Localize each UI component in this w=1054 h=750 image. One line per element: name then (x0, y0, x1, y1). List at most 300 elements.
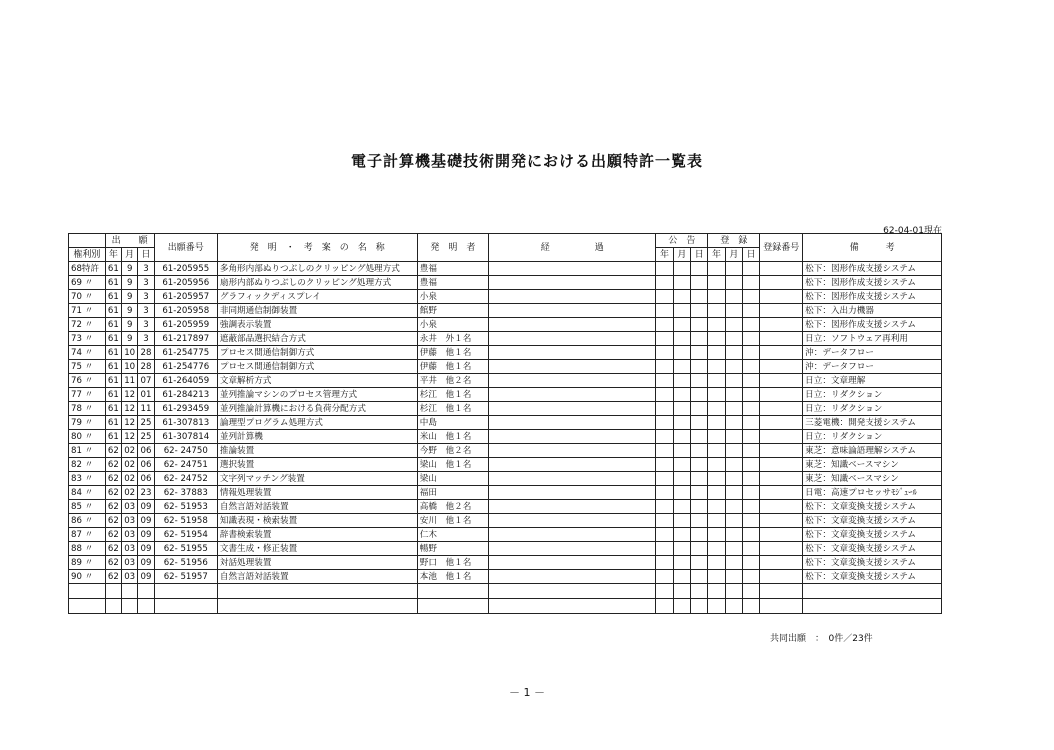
cell-invention-name: 並列推論マシンのプロセス管理方式 (217, 388, 417, 402)
cell-invention-name: 強調表示装置 (217, 318, 417, 332)
cell-date-blank (708, 304, 725, 318)
cell-date-blank (691, 346, 708, 360)
cell-date-blank (656, 276, 673, 290)
header-month: 月 (122, 248, 138, 262)
cell-registration-number (760, 444, 803, 458)
cell-inventor: 平井 他２名 (417, 374, 488, 388)
cell-day: 09 (138, 514, 154, 528)
cell-month: 12 (122, 402, 138, 416)
cell-date-blank (691, 458, 708, 472)
cell-date-blank (743, 570, 760, 584)
cell-inventor: 伊藤 他１名 (417, 360, 488, 374)
header-remarks: 備 考 (803, 234, 942, 262)
cell-day: 25 (138, 416, 154, 430)
cell-date-blank (673, 472, 690, 486)
table-row (69, 402, 942, 416)
cell-date-blank (708, 318, 725, 332)
cell-inventor: 豊福 (417, 262, 488, 276)
cell-date-blank (656, 430, 673, 444)
cell-progress (489, 514, 656, 528)
as-of-date: 62-04-01現在 (883, 226, 942, 236)
cell-date-blank (743, 332, 760, 346)
cell-right-type: 72 〃 (69, 318, 106, 332)
cell-date-blank (691, 430, 708, 444)
cell-date-blank (691, 318, 708, 332)
cell-month: 03 (122, 542, 138, 556)
cell-right-type: 71 〃 (69, 304, 106, 318)
blank-cell (760, 584, 803, 599)
cell-inventor: 杉江 他１名 (417, 402, 488, 416)
cell-date-blank (708, 360, 725, 374)
cell-date-blank (656, 360, 673, 374)
cell-date-blank (656, 528, 673, 542)
cell-registration-number (760, 500, 803, 514)
cell-date-blank (673, 514, 690, 528)
cell-date-blank (673, 556, 690, 570)
cell-inventor: 今野 他２名 (417, 444, 488, 458)
page-number: － 1 － (509, 686, 545, 699)
cell-day: 09 (138, 542, 154, 556)
cell-year: 61 (105, 416, 121, 430)
cell-registration-number (760, 374, 803, 388)
cell-progress (489, 472, 656, 486)
cell-date-blank (708, 430, 725, 444)
cell-month: 12 (122, 416, 138, 430)
cell-registration-number (760, 528, 803, 542)
blank-cell (122, 584, 138, 599)
cell-inventor: 米山 他１名 (417, 430, 488, 444)
cell-date-blank (708, 444, 725, 458)
cell-invention-name: 扇形内部ぬりつぶしのクリッピング処理方式 (217, 276, 417, 290)
cell-inventor: 仁木 (417, 528, 488, 542)
header-shutsugan: 出 願 (105, 234, 154, 248)
table-row (69, 458, 942, 472)
header-kenri-top (69, 234, 106, 248)
cell-date-blank (708, 262, 725, 276)
cell-date-blank (725, 430, 742, 444)
cell-progress (489, 332, 656, 346)
cell-year: 61 (105, 290, 121, 304)
header-inventor: 発 明 者 (417, 234, 488, 262)
cell-date-blank (673, 570, 690, 584)
cell-year: 62 (105, 486, 121, 500)
cell-application-number: 61-284213 (154, 388, 217, 402)
blank-cell (69, 584, 106, 599)
cell-date-blank (673, 346, 690, 360)
cell-date-blank (743, 444, 760, 458)
cell-inventor: 小泉 (417, 318, 488, 332)
cell-invention-name: 辞書検索装置 (217, 528, 417, 542)
cell-progress (489, 346, 656, 360)
cell-date-blank (708, 528, 725, 542)
table-row (69, 514, 942, 528)
cell-date-blank (725, 388, 742, 402)
cell-day: 06 (138, 472, 154, 486)
cell-year: 62 (105, 528, 121, 542)
cell-date-blank (656, 332, 673, 346)
cell-right-type: 84 〃 (69, 486, 106, 500)
cell-date-blank (656, 262, 673, 276)
blank-row (69, 584, 942, 599)
cell-date-blank (708, 332, 725, 346)
cell-month: 9 (122, 318, 138, 332)
cell-inventor: 小泉 (417, 290, 488, 304)
cell-invention-name: 論理型プログラム処理方式 (217, 416, 417, 430)
cell-day: 07 (138, 374, 154, 388)
cell-date-blank (673, 444, 690, 458)
cell-progress (489, 262, 656, 276)
cell-day: 09 (138, 528, 154, 542)
cell-day: 3 (138, 290, 154, 304)
cell-invention-name: 文章解析方式 (217, 374, 417, 388)
header-pub-month: 月 (673, 248, 690, 262)
cell-day: 3 (138, 276, 154, 290)
cell-remarks: 松下：図形作成支援システム (803, 318, 942, 332)
cell-application-number: 61-217897 (154, 332, 217, 346)
cell-month: 03 (122, 500, 138, 514)
cell-date-blank (691, 570, 708, 584)
cell-inventor: 高橋 他２名 (417, 500, 488, 514)
blank-cell (691, 584, 708, 599)
cell-inventor: 梁山 他１名 (417, 458, 488, 472)
blank-cell (760, 599, 803, 614)
cell-date-blank (656, 570, 673, 584)
cell-year: 62 (105, 458, 121, 472)
cell-progress (489, 430, 656, 444)
cell-date-blank (691, 262, 708, 276)
table-row (69, 556, 942, 570)
blank-cell (417, 599, 488, 614)
cell-year: 62 (105, 556, 121, 570)
cell-month: 12 (122, 388, 138, 402)
cell-remarks: 松下：文章変換支援システム (803, 570, 942, 584)
cell-remarks: 松下：文章変換支援システム (803, 528, 942, 542)
cell-remarks: 松下：図形作成支援システム (803, 262, 942, 276)
cell-right-type: 68特許 (69, 262, 106, 276)
cell-date-blank (673, 402, 690, 416)
cell-remarks: 日立：リダクション (803, 402, 942, 416)
cell-date-blank (708, 514, 725, 528)
header-reg-month: 月 (725, 248, 742, 262)
cell-invention-name: プロセス間通信制御方式 (217, 346, 417, 360)
cell-inventor: 伊藤 他１名 (417, 346, 488, 360)
cell-date-blank (691, 500, 708, 514)
table-body (69, 262, 942, 614)
table-row (69, 304, 942, 318)
cell-registration-number (760, 570, 803, 584)
cell-registration-number (760, 472, 803, 486)
cell-date-blank (708, 486, 725, 500)
cell-application-number: 61-205955 (154, 262, 217, 276)
blank-cell (743, 584, 760, 599)
table-row (69, 332, 942, 346)
cell-invention-name: 自然言語対話装置 (217, 570, 417, 584)
cell-remarks: 松下：文章変換支援システム (803, 542, 942, 556)
blank-cell (708, 599, 725, 614)
table-row (69, 500, 942, 514)
cell-date-blank (656, 388, 673, 402)
cell-date-blank (725, 514, 742, 528)
cell-right-type: 85 〃 (69, 500, 106, 514)
cell-date-blank (673, 486, 690, 500)
cell-day: 06 (138, 444, 154, 458)
cell-remarks: 東芝：知識ベースマシン (803, 472, 942, 486)
cell-day: 3 (138, 262, 154, 276)
cell-registration-number (760, 332, 803, 346)
table-row (69, 542, 942, 556)
blank-cell (743, 599, 760, 614)
cell-right-type: 73 〃 (69, 332, 106, 346)
header-pub-year: 年 (656, 248, 673, 262)
cell-application-number: 61-293459 (154, 402, 217, 416)
cell-date-blank (725, 500, 742, 514)
cell-year: 62 (105, 444, 121, 458)
cell-date-blank (673, 290, 690, 304)
cell-application-number: 62- 24750 (154, 444, 217, 458)
cell-month: 02 (122, 458, 138, 472)
cell-month: 03 (122, 556, 138, 570)
cell-date-blank (656, 556, 673, 570)
cell-right-type: 78 〃 (69, 402, 106, 416)
blank-cell (138, 584, 154, 599)
cell-date-blank (725, 528, 742, 542)
cell-date-blank (673, 276, 690, 290)
cell-invention-name: プロセス間通信制御方式 (217, 360, 417, 374)
cell-date-blank (673, 458, 690, 472)
cell-date-blank (691, 290, 708, 304)
cell-date-blank (656, 514, 673, 528)
blank-cell (656, 599, 673, 614)
cell-registration-number (760, 416, 803, 430)
cell-date-blank (743, 276, 760, 290)
blank-cell (725, 584, 742, 599)
cell-invention-name: 推論装置 (217, 444, 417, 458)
cell-month: 10 (122, 360, 138, 374)
cell-registration-number (760, 304, 803, 318)
cell-date-blank (673, 528, 690, 542)
cell-application-number: 62- 51953 (154, 500, 217, 514)
table-row (69, 388, 942, 402)
cell-date-blank (708, 458, 725, 472)
cell-year: 62 (105, 514, 121, 528)
cell-remarks: 日立：ソフトウェア再利用 (803, 332, 942, 346)
cell-date-blank (673, 430, 690, 444)
cell-application-number: 61-254775 (154, 346, 217, 360)
cell-remarks: 三菱電機：開発支援システム (803, 416, 942, 430)
cell-month: 02 (122, 486, 138, 500)
header-progress: 経 過 (489, 234, 656, 262)
cell-date-blank (725, 472, 742, 486)
table-row (69, 276, 942, 290)
cell-date-blank (725, 458, 742, 472)
cell-month: 9 (122, 262, 138, 276)
header-reg-year: 年 (708, 248, 725, 262)
table-row (69, 262, 942, 276)
cell-year: 61 (105, 318, 121, 332)
cell-date-blank (725, 290, 742, 304)
cell-application-number: 62- 24752 (154, 472, 217, 486)
cell-date-blank (743, 304, 760, 318)
cell-year: 62 (105, 570, 121, 584)
cell-day: 28 (138, 346, 154, 360)
cell-invention-name: 遮蔽部品選択結合方式 (217, 332, 417, 346)
cell-application-number: 62- 51955 (154, 542, 217, 556)
cell-invention-name: グラフィックディスプレイ (217, 290, 417, 304)
cell-date-blank (691, 388, 708, 402)
cell-invention-name: 自然言語対話装置 (217, 500, 417, 514)
cell-registration-number (760, 318, 803, 332)
cell-date-blank (743, 528, 760, 542)
cell-month: 12 (122, 430, 138, 444)
cell-year: 61 (105, 346, 121, 360)
cell-inventor: 梁山 (417, 472, 488, 486)
joint-application-note: 共同出願 ： 0件／23件 (770, 634, 873, 644)
blank-cell (69, 599, 106, 614)
cell-inventor: 本池 他１名 (417, 570, 488, 584)
cell-date-blank (743, 360, 760, 374)
header-pub-day: 日 (691, 248, 708, 262)
cell-date-blank (725, 542, 742, 556)
cell-date-blank (656, 458, 673, 472)
cell-date-blank (725, 416, 742, 430)
cell-month: 02 (122, 444, 138, 458)
cell-date-blank (708, 346, 725, 360)
cell-date-blank (691, 332, 708, 346)
cell-progress (489, 458, 656, 472)
cell-date-blank (743, 500, 760, 514)
cell-progress (489, 556, 656, 570)
cell-invention-name: 文字列マッチング装置 (217, 472, 417, 486)
table-row (69, 360, 942, 374)
cell-application-number: 61-307814 (154, 430, 217, 444)
table-row (69, 570, 942, 584)
cell-inventor: 安川 他１名 (417, 514, 488, 528)
cell-date-blank (673, 542, 690, 556)
cell-day: 09 (138, 570, 154, 584)
cell-remarks: 日立：リダクション (803, 430, 942, 444)
cell-right-type: 83 〃 (69, 472, 106, 486)
blank-cell (708, 584, 725, 599)
cell-progress (489, 360, 656, 374)
cell-date-blank (708, 402, 725, 416)
patent-list-table (68, 233, 942, 614)
cell-right-type: 75 〃 (69, 360, 106, 374)
cell-remarks: 沖：データフロー (803, 360, 942, 374)
table-row (69, 430, 942, 444)
table-row (69, 318, 942, 332)
cell-date-blank (708, 472, 725, 486)
cell-year: 61 (105, 276, 121, 290)
cell-date-blank (691, 402, 708, 416)
cell-right-type: 70 〃 (69, 290, 106, 304)
cell-date-blank (708, 290, 725, 304)
cell-application-number: 61-205956 (154, 276, 217, 290)
cell-remarks: 松下：図形作成支援システム (803, 290, 942, 304)
cell-progress (489, 486, 656, 500)
cell-date-blank (725, 570, 742, 584)
cell-right-type: 76 〃 (69, 374, 106, 388)
header-day: 日 (138, 248, 154, 262)
cell-registration-number (760, 458, 803, 472)
cell-inventor: 福田 (417, 486, 488, 500)
cell-registration-number (760, 276, 803, 290)
cell-remarks: 日立：文章理解 (803, 374, 942, 388)
cell-date-blank (691, 472, 708, 486)
header-reg-day: 日 (743, 248, 760, 262)
cell-registration-number (760, 486, 803, 500)
cell-right-type: 87 〃 (69, 528, 106, 542)
cell-invention-name: 知識表現・検索装置 (217, 514, 417, 528)
cell-right-type: 79 〃 (69, 416, 106, 430)
cell-remarks: 日立：リダクション (803, 388, 942, 402)
cell-date-blank (725, 486, 742, 500)
cell-year: 61 (105, 360, 121, 374)
cell-date-blank (673, 304, 690, 318)
cell-day: 01 (138, 388, 154, 402)
cell-date-blank (656, 402, 673, 416)
cell-right-type: 90 〃 (69, 570, 106, 584)
cell-date-blank (743, 346, 760, 360)
table-row (69, 346, 942, 360)
cell-right-type: 81 〃 (69, 444, 106, 458)
cell-year: 62 (105, 542, 121, 556)
header-application-number: 出願番号 (154, 234, 217, 262)
cell-month: 9 (122, 276, 138, 290)
cell-date-blank (743, 262, 760, 276)
cell-registration-number (760, 430, 803, 444)
cell-date-blank (725, 402, 742, 416)
cell-application-number: 62- 37883 (154, 486, 217, 500)
header-right-type: 権利別 (69, 248, 106, 262)
cell-month: 9 (122, 332, 138, 346)
cell-progress (489, 304, 656, 318)
cell-registration-number (760, 360, 803, 374)
cell-date-blank (708, 570, 725, 584)
blank-cell (489, 599, 656, 614)
blank-cell (105, 584, 121, 599)
cell-progress (489, 388, 656, 402)
cell-invention-name: 対話処理装置 (217, 556, 417, 570)
blank-cell (489, 584, 656, 599)
cell-date-blank (673, 416, 690, 430)
cell-date-blank (725, 276, 742, 290)
cell-invention-name: 情報処理装置 (217, 486, 417, 500)
cell-date-blank (691, 360, 708, 374)
cell-date-blank (725, 444, 742, 458)
cell-progress (489, 542, 656, 556)
cell-application-number: 61-205957 (154, 290, 217, 304)
table-row (69, 486, 942, 500)
blank-cell (656, 584, 673, 599)
cell-registration-number (760, 290, 803, 304)
cell-remarks: 東芝：意味論語理解システム (803, 444, 942, 458)
cell-remarks: 沖：データフロー (803, 346, 942, 360)
cell-date-blank (743, 374, 760, 388)
cell-right-type: 69 〃 (69, 276, 106, 290)
cell-date-blank (691, 374, 708, 388)
cell-registration-number (760, 514, 803, 528)
cell-month: 9 (122, 304, 138, 318)
cell-date-blank (691, 444, 708, 458)
cell-progress (489, 402, 656, 416)
cell-year: 61 (105, 430, 121, 444)
cell-remarks: 松下：入出力機器 (803, 304, 942, 318)
cell-remarks: 日電：高速プロセッサﾓｼﾞｭｰﾙ (803, 486, 942, 500)
cell-date-blank (708, 500, 725, 514)
cell-date-blank (673, 388, 690, 402)
header-registration: 登 録 (708, 234, 760, 248)
cell-month: 02 (122, 472, 138, 486)
